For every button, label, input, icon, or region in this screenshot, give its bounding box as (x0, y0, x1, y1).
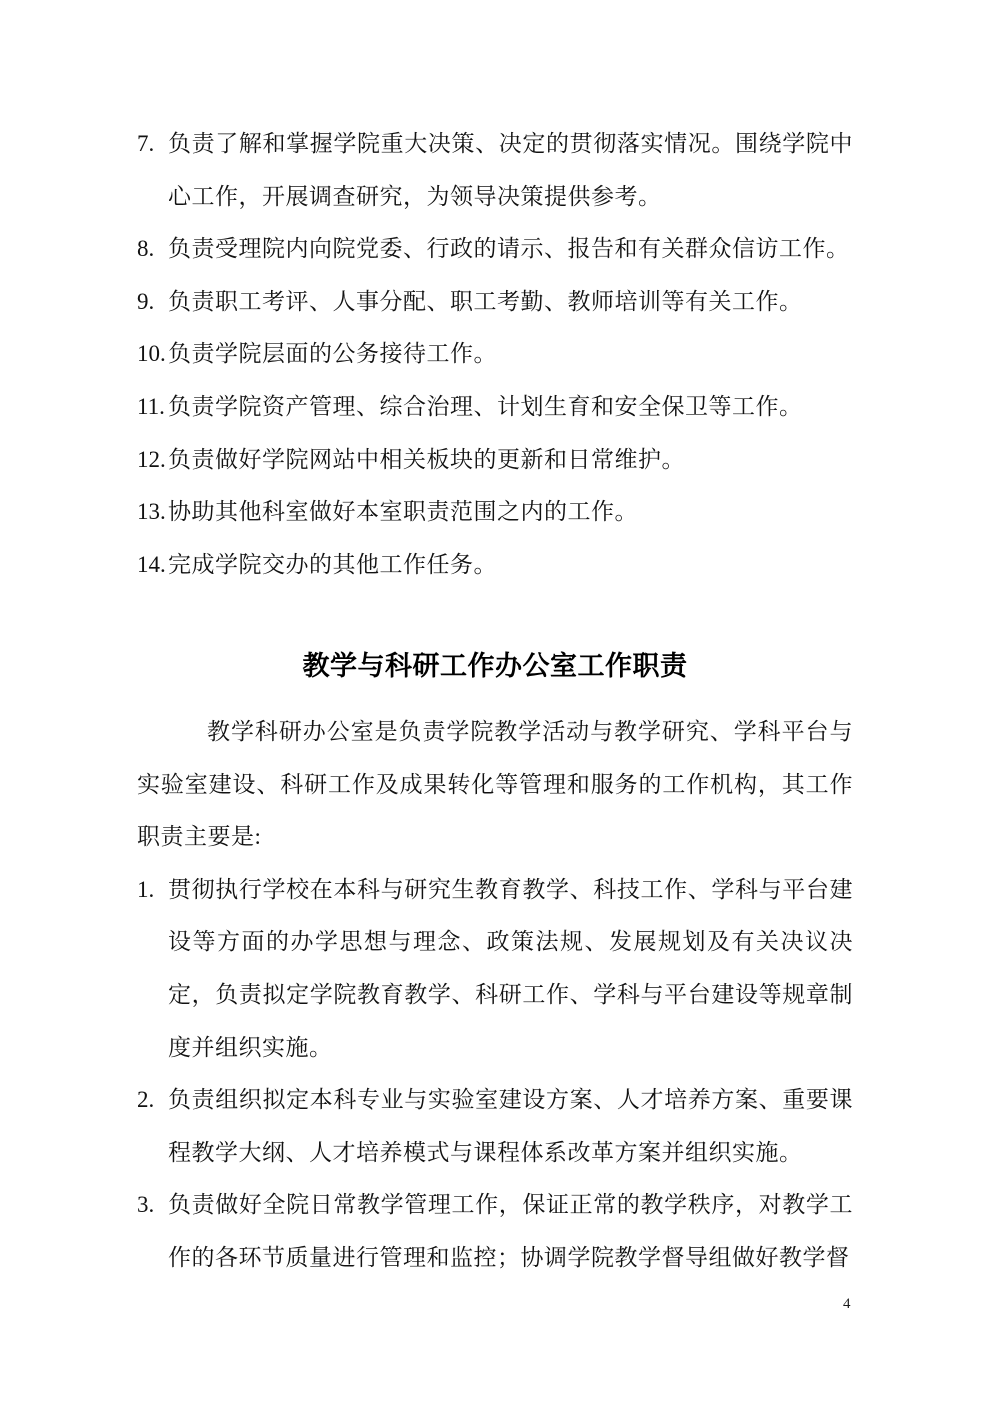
list-item-8 (137, 223, 853, 276)
list-item-number: 3. (137, 1192, 155, 1218)
intro-paragraph: 教学科研办公室是负责学院教学活动与教学研究、学科平台与实验室建设、科研工作及成果转化等管理和服务的工作机构，其工作职责主要是: (137, 718, 853, 850)
list-item-12 (137, 434, 853, 487)
section-list-item-3 (137, 1179, 853, 1284)
list-item-number: 7. (137, 131, 155, 156)
list-item-10 (137, 328, 853, 381)
list-item-text: 负责学院层面的公务接待工作。 (168, 341, 497, 367)
list-item-11 (137, 381, 853, 434)
list-item-number: 13. (137, 499, 166, 525)
list-item-number: 8. (137, 236, 155, 262)
section-list-item-2 (137, 1074, 853, 1179)
list-item-number: 11. (137, 393, 165, 419)
section-list-item-1 (137, 864, 853, 1074)
section-title: 教学与科研工作办公室工作职责 (302, 651, 688, 682)
list-item-number: 2. (137, 1087, 155, 1113)
list-item-text: 负责组织拟定本科专业与实验室建设方案、人才培养方案、重要课程教学大纲、人才培养模式与课程体系改革方案并组织实施。 (168, 1087, 853, 1165)
list-item-number: 1. (137, 876, 155, 902)
list-item-text: 负责职工考评、人事分配、职工考勤、教师培训等有关工作。 (168, 288, 803, 314)
list-item-number: 10. (137, 341, 166, 367)
list-item-number: 12. (137, 446, 166, 472)
page-content (137, 118, 853, 1284)
list-item-7 (137, 118, 853, 223)
list-item-text: 负责受理院内向院党委、行政的请示、报告和有关群众信访工作。 (168, 236, 850, 262)
page-number: 4 (843, 1296, 851, 1312)
list-item-text: 负责做好学院网站中相关板块的更新和日常维护。 (168, 446, 685, 472)
list-item-number: 9. (137, 288, 155, 314)
list-item-text: 完成学院交办的其他工作任务。 (168, 551, 497, 577)
list-item-text: 贯彻执行学校在本科与研究生教育教学、科技工作、学科与平台建设等方面的办学思想与理念、政策法规、发展规划及有关决议决定，负责拟定学院教育教学、科研工作、学科与平台建设等规章制度并组织实施。 (168, 876, 853, 1060)
list-item-13 (137, 486, 853, 539)
list-item-text: 负责做好全院日常教学管理工作，保证正常的教学秩序，对教学工作的各环节质量进行管理和监控；协调学院教学督导组做好教学督 (168, 1192, 853, 1270)
list-item-text: 负责学院资产管理、综合治理、计划生育和安全保卫等工作。 (168, 393, 803, 419)
list-item-text: 负责了解和掌握学院重大决策、决定的贯彻落实情况。围绕学院中心工作，开展调查研究，为领导决策提供参考。 (168, 131, 853, 209)
list-item-9 (137, 276, 853, 329)
list-item-number: 14. (137, 551, 166, 577)
list-item-text: 协助其他科室做好本室职责范围之内的工作。 (168, 499, 638, 525)
list-item-14 (137, 539, 853, 592)
